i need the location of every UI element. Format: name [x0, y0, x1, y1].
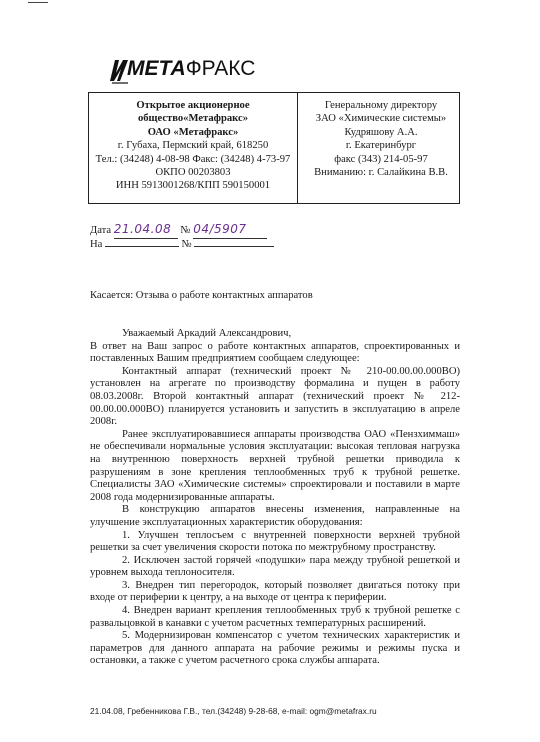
letterhead-box: [88, 92, 460, 204]
date-row: [90, 222, 274, 237]
recipient-attention: Вниманию: г. Салайкина В.В.: [314, 167, 448, 179]
footer-contact: 21.04.08, Гребенникова Г.В., тел.(34248) 9-28-68, e-mail: ogm@metafrax.ru: [90, 706, 377, 716]
letter-body: [90, 328, 460, 668]
sender-block: [89, 99, 297, 193]
company-logo: [108, 54, 255, 84]
sender-okpo: ОКПО 00203803: [155, 167, 231, 179]
letterhead-divider: [297, 93, 298, 203]
recipient-fax: факс (343) 214-05-97: [334, 153, 428, 165]
reference-date-field: [105, 246, 179, 247]
sender-phone-fax: Тел.: (34248) 4-08-98 Факс: (34248) 4-73-97: [95, 153, 291, 165]
list-item-5: 5. Модернизирован компенсатор с учетом технических характеристик и параметров для данного аппарата на рабочие режимы и режимы пуска и остановки, а также с учетом расчетного срока службы аппарата.: [90, 630, 460, 667]
scan-mark: [28, 2, 48, 3]
sender-inn: ИНН 5913001268/КПП 590150001: [115, 180, 271, 192]
date-number-block: [90, 222, 274, 252]
recipient-city: г. Екатеринбург: [345, 140, 417, 152]
list-item-1: 1. Улучшен теплосъем с внутренней поверхности верхней трубной решетки за счет увеличения скорости потока по межтрубному пространству.: [90, 529, 460, 554]
subject-line: Касается: Отзыва о работе контактных аппаратов: [90, 290, 313, 301]
list-item-4: 4. Внедрен вариант крепления теплообменных труб к трубной решетке с развальцовкой в канавки с учетом расчетных температурных расширений.: [90, 605, 460, 629]
salutation: Уважаемый Аркадий Александрович,: [122, 328, 292, 339]
sender-line-1: Открытое акционерное: [136, 100, 250, 111]
reference-number-sign: №: [181, 239, 192, 250]
number-sign: №: [180, 225, 191, 236]
reference-number-field: [194, 246, 274, 247]
reference-label: На: [90, 239, 103, 250]
recipient-company: ЗАО «Химические системы»: [315, 113, 447, 125]
recipient-block: [303, 99, 459, 179]
handwritten-date: 21.04.08: [113, 222, 172, 236]
reference-row: [90, 237, 274, 252]
logo-text-meta: МЕТА: [127, 57, 186, 80]
logo-text-fraks: ФРАКС: [185, 57, 256, 80]
paragraph-changes: В конструкцию аппаратов внесены изменения, направленные на улучшение эксплуатационных характеристик оборудования:: [90, 504, 460, 528]
sender-line-2: общество«Метафракс»: [137, 113, 249, 125]
list-item-2: 2. Исключен застой горячей «подушки» пара между трубной решеткой и уровнем выхода теплоносителя.: [90, 554, 460, 579]
date-label: Дата: [90, 225, 112, 236]
handwritten-number: 04/5907: [193, 222, 247, 236]
paragraph-intro: В ответ на Ваш запрос о работе контактных аппаратов, спроектированных и поставленных Вашим предприятием сообщаем следующее:: [90, 340, 460, 365]
recipient-title: Генеральному директору: [324, 100, 438, 111]
sender-address: г. Губаха, Пермский край, 618250: [117, 140, 269, 152]
paragraph-apparatus: Контактный аппарат (технический проект № 210-00.00.00.000ВО) установлен на агрегате по производству формалина и пущен в работу 08.03.2008г. Второй контактный аппарат (технический проект № 212-00.00.00.000ВО) планируется установить и запустить в эксплуатацию в апреле 2008г.: [90, 365, 460, 428]
sender-line-3: ОАО «Метафракс»: [147, 126, 239, 138]
paragraph-previous: Ранее эксплуатировавшиеся аппараты производства ОАО «Пензхиммаш» не обеспечивали нормальные условия эксплуатации: высокая тепловая нагрузка на внутреннюю поверхность верхней трубной решетки приводила к разрушениям в зоне крепления теплообменных труб к трубной решетке. Специалисты ЗАО «Химические системы» спроектировали и поставили в марте 2008 года модернизированные аппараты.: [90, 428, 460, 503]
recipient-name: Кудряшову А.А.: [344, 126, 418, 138]
list-item-3: 3. Внедрен тип перегородок, который позволяет двигаться потоку при входе от периферии к центру, а на выходе от центра к периферии.: [90, 579, 460, 604]
